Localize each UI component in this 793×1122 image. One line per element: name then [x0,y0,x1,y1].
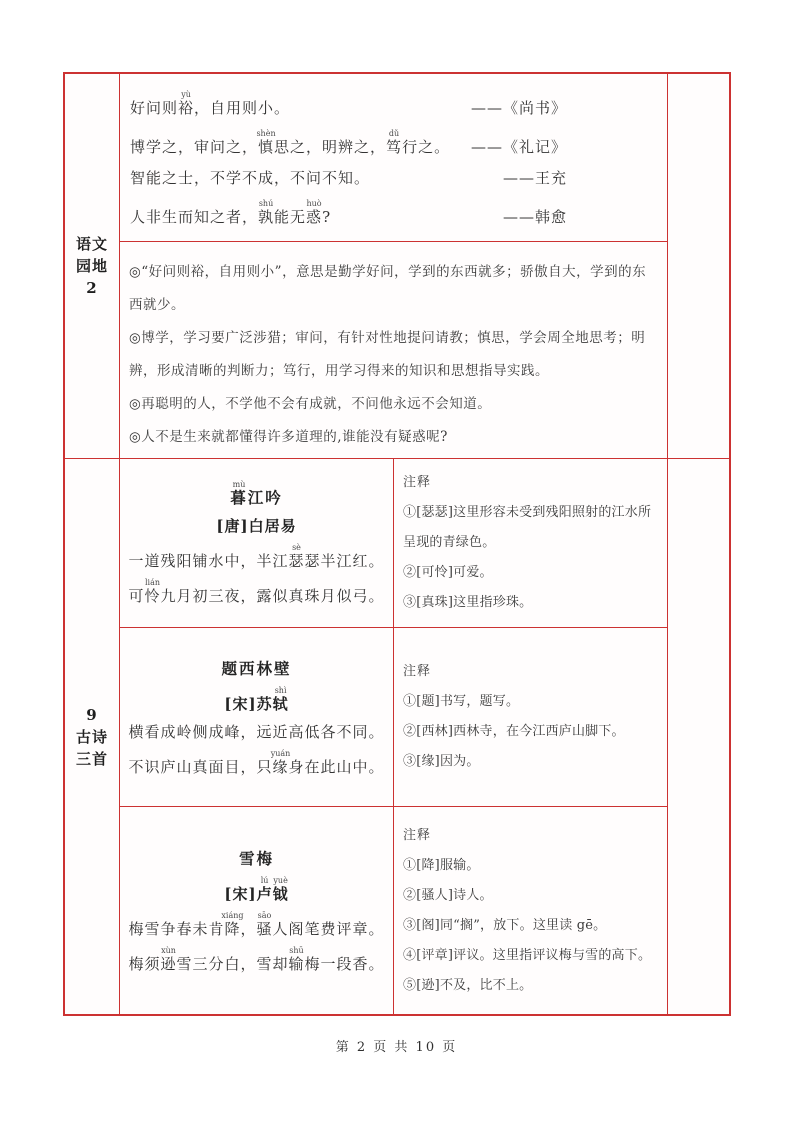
label-column [65,74,120,1014]
empty-cell-section1 [668,74,729,459]
pinyin-ruby: 暮mù [230,480,248,507]
poem-cell [120,628,394,806]
annotation-item: ③[阁]同“搁”，放下。这里读 gē。 [403,917,607,933]
poem-row [120,628,667,807]
quote-attribution: ——《尚书》 [470,99,567,118]
pinyin-ruby: 笃dǔ [386,128,403,156]
pinyin-ruby: 输shū [288,946,305,973]
label-line: 古诗 [75,727,108,746]
annotation-item: ③[真珠]这里指珍珠。 [403,595,533,610]
quote-text: 博学之，审问之，慎shèn思之，明辨之，笃dǔ行之。 [130,128,451,156]
label-line: 三首 [75,749,108,768]
annotation-header: 注释 [403,664,432,679]
poem-row [120,459,667,628]
poem-line: 一道残阳铺水中，半江瑟sè瑟半江红。 [128,543,385,570]
quote-line [120,199,667,227]
poem-cell [120,459,394,627]
annotation-item: ④[评章]评议。这里指评议梅与雪的高下。 [403,947,652,963]
pinyin-ruby: 裕yù [178,90,195,118]
label-line: 2 [86,279,98,297]
poem-row [120,807,667,1014]
poem-author: [宋]苏轼shì [224,686,289,713]
quote-line [120,129,667,157]
annotation-item: ②[西林]西林寺，在今江西庐山脚下。 [403,724,625,739]
annotation-cell [394,459,667,627]
annotation-cell [394,807,667,1014]
note-item: ◎再聪明的人，不学他不会有成就，不问他永远不会知道。 [129,396,492,412]
pinyin-ruby: 卢lú [256,876,273,903]
quote-line [120,90,667,118]
quote-text: 智能之士，不学不成，不问不知。 [130,169,371,188]
section2-label [65,459,119,1014]
label-line: 9 [86,705,98,724]
pinyin-ruby: 降xiáng [221,911,244,938]
pinyin-ruby: 骚sāo [256,911,273,938]
quote-attribution: ——《礼记》 [470,137,567,156]
annotation-item: ①[瑟瑟]这里形容未受到残阳照射的江水所呈现的青绿色。 [403,505,652,550]
note-item: ◎“好问则裕，自用则小”，意思是勤学好问，学到的东西就多；骄傲自大，学到的东西就少。 [129,264,647,313]
page-footer: 第 2 页 共 10 页 [335,1040,458,1055]
poem-line: 横看成岭侧成峰，远近高低各不同。 [128,723,385,741]
poem-title: 雪梅 [238,849,274,868]
annotation-header: 注释 [403,475,432,490]
annotation-item: ②[可怜]可爱。 [403,565,493,580]
label-line: 园地 [75,257,108,275]
poem-cell [120,807,394,1014]
pinyin-ruby: 钺yuè [272,876,289,903]
empty-cell-section2 [668,459,729,1014]
notes-list [120,242,667,458]
annotation-header: 注释 [403,827,432,843]
quote-attribution: ——韩愈 [502,207,567,226]
study-table [63,72,731,1016]
annotation-item: ②[骚人]诗人。 [403,887,493,903]
section1-label [65,74,119,459]
annotation-item: ⑤[逊]不及，比不上。 [403,977,533,993]
pinyin-ruby: 逊xùn [160,946,177,973]
annotation-item: ①[题]书写，题写。 [403,694,520,709]
label-line: 语文 [75,235,108,253]
quote-line [120,167,667,188]
poem-line: 梅须逊xùn雪三分白，雪却输shū梅一段香。 [128,946,385,973]
pinyin-ruby: 慎shèn [256,128,276,156]
quotes-list [120,74,667,242]
section1-content [120,74,667,459]
pinyin-ruby: 怜lián [144,578,161,605]
poem-title: 题西林壁 [221,659,292,678]
poem-title: 暮mù江吟 [230,480,283,507]
annotation-cell [394,628,667,806]
annotation-item: ③[缘]因为。 [403,754,480,769]
pinyin-ruby: 惑huò [306,198,323,226]
pinyin-ruby: 缘yuán [270,749,291,776]
poem-line: 梅雪争春未肯降xiáng，骚sāo人阁笔费评章。 [128,911,385,938]
quote-text: 好问则裕yù，自用则小。 [130,90,291,118]
pinyin-ruby: 孰shú [258,198,275,226]
quote-text: 人非生而知之者，孰shú能无惑huò? [130,198,332,226]
note-item: ◎博学，学习要广泛涉猎；审问，有针对性地提问请教；慎思，学会周全地思考；明辨，形成清晰的判断力；笃行，用学习得来的知识和思想指导实践。 [129,330,646,379]
note-item: ◎人不是生来就都懂得许多道理的,谁能没有疑惑呢? [129,429,448,445]
poems-list [120,459,667,1014]
poem-author: [唐]白居易 [216,517,297,535]
poem-line: 不识庐山真面目，只缘yuán身在此山中。 [128,749,385,776]
empty-column [668,74,729,1014]
annotation-item: ①[降]服输。 [403,857,480,873]
pinyin-ruby: 轼shì [272,686,289,713]
poem-author: [宋]卢lú钺yuè [224,876,289,903]
quote-attribution: ——王充 [502,169,567,188]
pinyin-ruby: 瑟sè [288,543,305,570]
poem-line: 可怜lián九月初三夜，露似真珠月似弓。 [128,578,385,605]
main-column [120,74,668,1014]
